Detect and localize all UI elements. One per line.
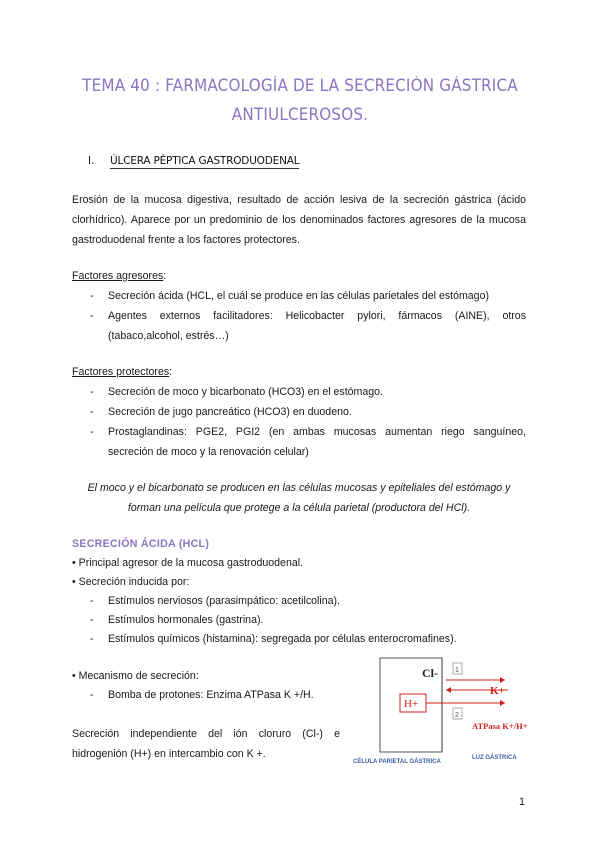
potassium-arrow-head	[446, 687, 451, 693]
list-item: - Agentes externos facilitadores: Helicobacter pylori, fármacos (AINE), otros (tabaco,alcohol, estrés…)	[90, 310, 526, 342]
hydrogen-label: H+	[404, 698, 419, 710]
closing-paragraph: Secreción independiente del ión cloruro (Cl-) e hidrogenión (H+) en intercambio con K +.	[72, 728, 340, 760]
list-item: - Prostaglandinas: PGE2, PGI2 (en ambas mucosas aumentan riego sanguíneo, secreción de moco y la renovación celular)	[90, 426, 526, 458]
aggressors-colon: :	[163, 270, 167, 282]
list-item: - Estímulos hormonales (gastrina).	[90, 614, 264, 626]
note-line-1: El moco y el bicarbonato se producen en las células mucosas y epiteliales del estómago y	[87, 482, 511, 494]
list-item-text: Bomba de protones: Enzima ATPasa K +/H.	[108, 689, 314, 701]
list-item-text: Prostaglandinas: PGE2, PGI2 (en ambas mucosas aumentan riego sanguíneo, secreción de moco y la renovación celular)	[108, 426, 526, 458]
protectors-list	[72, 382, 526, 462]
note-line-2: forman una película que protege a la célula parietal (productora del HCl).	[127, 502, 471, 514]
mucus-note	[72, 478, 526, 518]
mechanism-list	[72, 686, 352, 705]
list-item-text: Estímulos químicos (histamina): segregada por células enterocromafines).	[108, 633, 457, 645]
aggressors-heading	[72, 266, 526, 286]
acid-secretion-heading: SECRECIÓN ÁCIDA (HCL)	[72, 538, 210, 550]
list-item-text: Secreción de jugo pancreático (HCO3) en duodeno.	[108, 406, 352, 418]
list-item-text: Agentes externos facilitadores: Helicobacter pylori, fármacos (AINE), otros (tabaco,alcohol, estrés…)	[108, 310, 526, 342]
cell-caption: CÉLULA PARIETAL GÁSTRICA	[353, 759, 441, 765]
list-item-text: Secreción de moco y bicarbonato (HCO3) en el estómago.	[108, 386, 383, 398]
protectors-colon: :	[169, 366, 173, 378]
bullet-item: • Secreción inducida por:	[72, 576, 190, 588]
list-item-text: Estímulos nerviosos (parasimpático: acetilcolina).	[108, 595, 340, 607]
section-number: I.	[88, 155, 95, 167]
chloride-arrow-head	[500, 677, 505, 683]
atpase-label: ATPasa K+/H+	[472, 721, 528, 731]
aggressors-label: Factores agresores	[72, 270, 164, 282]
bullet-item: • Principal agresor de la mucosa gastroduodenal.	[72, 557, 304, 569]
title-line-2: ANTIULCEROSOS.	[231, 105, 369, 124]
aggressors-list	[72, 286, 526, 346]
step-1-label: 1	[455, 667, 459, 674]
step-2-label: 2	[455, 712, 459, 719]
list-item-text: Secreción ácida (HCL, el cuál se produce en las células parietales del estómago)	[108, 290, 489, 302]
page-title	[61, 71, 539, 129]
intro-paragraph: Erosión de la mucosa digestiva, resultado de acción lesiva de la secreción gástrica (ácido clorhídrico). Aparece por un predominio de los denominados factores agresores de la mucosa gastroduodenal frente a los factores protectores.	[72, 194, 526, 246]
section-heading: ÚLCERA PÉPTICA GASTRODUODENAL	[110, 155, 300, 167]
potassium-label: K+	[490, 685, 505, 697]
protectors-label: Factores protectores	[72, 366, 170, 378]
proton-pump-diagram	[350, 656, 540, 768]
chloride-label: Cl-	[422, 666, 438, 680]
list-item: - Estímulos químicos (histamina): segregada por células enterocromafines).	[90, 633, 457, 645]
bullet-item: • Mecanismo de secreción:	[72, 670, 199, 682]
title-line-1: TEMA 40 : FARMACOLOGÍA DE LA SECRECIÓN GÁSTRICA	[82, 76, 518, 95]
hydrogen-arrow-head	[500, 700, 505, 706]
lumen-caption: LUZ GÁSTRICA	[472, 755, 517, 761]
list-item: - Secreción de jugo pancreático (HCO3) en duodeno.	[90, 406, 352, 418]
list-item: - Secreción ácida (HCL, el cuál se produce en las células parietales del estómago)	[90, 290, 489, 302]
list-item: - Estímulos nerviosos (parasimpático: acetilcolina).	[90, 595, 340, 607]
page-number: 1	[519, 796, 525, 808]
list-item-text: Estímulos hormonales (gastrina).	[108, 614, 264, 626]
mechanism-heading	[72, 667, 199, 686]
list-item: - Bomba de protones: Enzima ATPasa K +/H.	[90, 689, 314, 701]
acid-bullets	[72, 554, 303, 592]
list-item: - Secreción de moco y bicarbonato (HCO3) en el estómago.	[90, 386, 383, 398]
protectors-heading	[72, 362, 526, 382]
stimuli-list	[72, 592, 526, 649]
